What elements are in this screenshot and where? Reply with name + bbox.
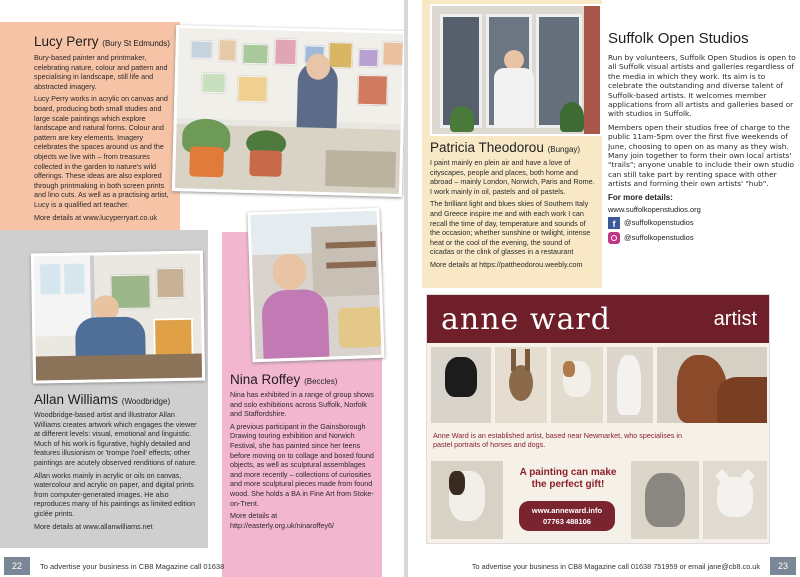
sos-title: Suffolk Open Studios <box>608 30 749 47</box>
allan-para-2: Allan works mainly in acrylic or oils on canvas, watercolour and acrylic on paper, and digital prints from computer-generated images. He also reproduces many of his paintings as limited edition giclée prints. <box>34 470 196 518</box>
hare-portrait <box>495 347 547 423</box>
allan-location: (Woodbridge) <box>121 397 171 406</box>
nina-para-1: Nina has exhibited in a range of group shows and solo exhibitions across Suffolk, Norfolk and Staffordshire. <box>230 390 374 419</box>
right-footer <box>408 555 800 577</box>
sos-facebook-handle: @suffolkopenstudios <box>624 218 694 228</box>
ad-phone[interactable]: 07763 488106 <box>543 517 591 526</box>
jack-russell-portrait <box>431 461 503 539</box>
white-horse-portrait <box>607 347 653 423</box>
ad-promo: A painting can make the perfect gift! <box>519 467 617 490</box>
lucy-studio-photo <box>172 25 404 197</box>
lucy-para-2: Lucy Perry works in acrylic on canvas and board, producing both small studies and large scale paintings which explore landscape and natural forms. Colour and pattern are key elements. Imagery celebrates the spaces around us and the objects we live with – from treasures collected in the garden to nature's wild offerings. These ideas are also explored through printmaking in both screen prints and lino cuts. As well as a practising artist, Lucy is a qualified art teacher. <box>34 94 169 209</box>
facebook-icon: f <box>608 217 620 229</box>
patricia-para-2: The brilliant light and blues skies of Southern Italy and Greece inspire me and with each work I can recall the time of day, temperature and sounds of the occasion; whether sunshine or twilight, intense heat or the cool of the evening, the sound of cicadas or the clink of glasses in a restaurant <box>430 199 591 257</box>
allan-name-heading <box>34 392 202 407</box>
ad-website[interactable]: www.anneward.info <box>531 506 603 515</box>
bay-horse-portrait <box>657 347 767 423</box>
allan-para-1: Woodbridge-based artist and illustrator Allan Williams creates artwork which engages the viewer at different levels: visual, emotional and linguistic. Much of his work is figurative, highly detailed and features illusionism or 'trompe l'oeil' effects; other paintings are acutely observed renditions of nature. <box>34 410 198 467</box>
right-page <box>408 0 800 577</box>
patricia-studio-photo <box>430 4 602 136</box>
left-page-number: 22 <box>4 557 30 575</box>
lucy-more-link[interactable]: More details at www.lucyperryart.co.uk <box>34 212 158 222</box>
allan-name: Allan Williams <box>34 392 119 407</box>
sos-para-1: Run by volunteers, Suffolk Open Studios is open to all Suffolk visual artists and galleries regardless of the media in which they work. Its aim is to celebrate the outstanding and diverse talent of Suffolk-based artists. It welcomes member applications from all artists and galleries based or with studios in Suffolk. <box>608 53 796 119</box>
ad-contact-box[interactable] <box>519 501 615 531</box>
patricia-location: (Bungay) <box>547 145 581 154</box>
patricia-para-1: I paint mainly en plein air and have a love of cityscapes, people and places, both home and abroad – mainly London, Norwich, Paris and Rome. I work mainly in oil, pastels and oil pastels. <box>430 158 595 196</box>
nina-more-link[interactable]: More details at http://easterly.org.uk/ninaroffey6/ <box>230 511 335 530</box>
instagram-icon <box>608 232 620 244</box>
patricia-more-link[interactable]: More details at https://pattheodorou.weebly.com <box>430 259 583 269</box>
sos-para-2: Members open their studios free of charge to the public 11am-5pm over the first five weekends of June, choosing to open on as many as they wish. Many join together to form their own local artists' "trails"; anyone unable to include their own studio can still take part by renting space with other artists and forming their own artists' "hub". <box>608 122 795 189</box>
sos-facebook-row[interactable] <box>608 217 798 229</box>
ad-brand: anne ward <box>441 301 611 337</box>
right-page-number: 23 <box>770 557 796 575</box>
lucy-name: Lucy Perry <box>34 34 99 49</box>
terrier-portrait <box>551 347 603 423</box>
nina-location: (Beccles) <box>304 377 338 386</box>
left-footer <box>0 555 230 577</box>
patricia-name-heading <box>430 140 596 155</box>
cat-portrait <box>703 461 767 539</box>
lucy-para-1: Bury-based painter and printmaker, celebrating nature, colour and pattern and specialising in landscape, still life and abstracted imagery. <box>34 53 168 91</box>
ad-banner <box>427 295 770 343</box>
lucy-name-heading <box>34 34 172 49</box>
allan-more-link[interactable]: More details at www.allanwilliams.net <box>34 521 153 531</box>
sos-instagram-row[interactable] <box>608 232 798 244</box>
sos-more-heading: For more details: <box>608 192 673 202</box>
ad-caption: Anne Ward is an established artist, based near Newmarket, who specialises in pastel portraits of horses and dogs. <box>433 431 683 450</box>
lucy-location: (Bury St Edmunds) <box>102 39 170 48</box>
ad-portraits-row <box>431 347 767 427</box>
anne-ward-advert <box>426 294 770 544</box>
sos-website[interactable]: www.suffolkopenstudios.org <box>608 204 701 214</box>
right-footer-text: To advertise your business in CB8 Magazine call 01638 751959 or email jane@cb8.co.uk <box>471 561 760 571</box>
left-footer-text: To advertise your business in CB8 Magazine call 01638 <box>40 561 225 571</box>
sos-instagram-handle: @suffolkopenstudios <box>624 233 694 243</box>
nina-studio-photo <box>247 208 384 363</box>
schnauzer-portrait <box>631 461 699 539</box>
lucy-perry-box <box>0 22 180 246</box>
allan-studio-photo <box>31 251 205 384</box>
nina-name-heading <box>230 372 378 387</box>
nina-para-2: A previous participant in the Gainsborough Drawing touring exhibition and Norwich Festival, she has painted since her teens before moving on to collage and boxed found objects, as well as sculptural assemblages and more recently – collections of curiosities and more sculptural pieces made from found wood. She holds a BA in Fine Art from Stoke-on-Trent. <box>230 421 374 508</box>
black-labrador-portrait <box>431 347 491 423</box>
ad-brand-suffix: artist <box>713 307 757 330</box>
patricia-name: Patricia Theodorou <box>430 140 544 155</box>
nina-name: Nina Roffey <box>230 372 301 387</box>
suffolk-open-studios <box>608 30 798 292</box>
